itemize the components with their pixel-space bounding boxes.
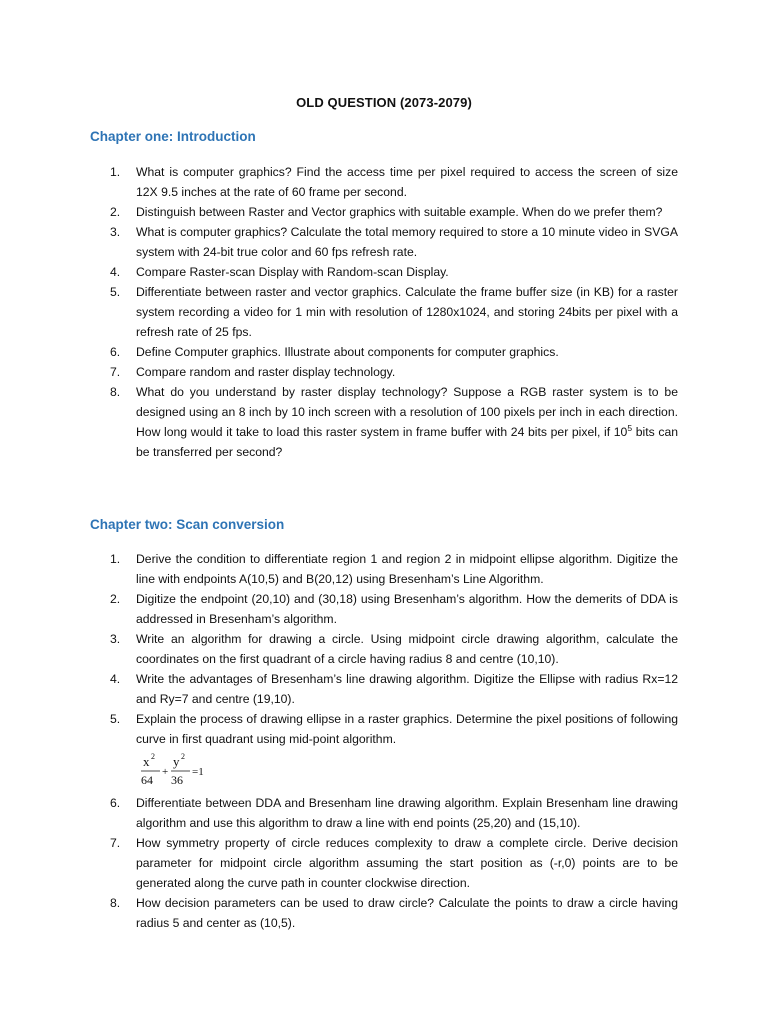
question-text: How symmetry property of circle reduces complexity to draw a complete circle. Derive decision parameter for midpoint circle algorithm assuming the start position as (-r,0) points are to be generated along the curve path in counter clockwise direction. [136, 836, 678, 890]
question-item [110, 362, 678, 382]
question-text: Compare random and raster display technology. [136, 365, 396, 379]
question-item [110, 342, 678, 362]
question-item [110, 893, 678, 933]
formula-y-variable: y [173, 754, 180, 769]
formula-y-exponent: 2 [181, 752, 185, 761]
question-number: 3. [110, 225, 121, 239]
question-number: 1. [110, 165, 121, 179]
question-number: 8. [110, 385, 121, 399]
question-text: Explain the process of drawing ellipse in a raster graphics. Determine the pixel positions of following curve in first quadrant using mid-point algorithm. [136, 712, 678, 746]
question-text [136, 385, 678, 459]
question-item [110, 549, 678, 589]
question-number: 7. [110, 365, 121, 379]
question-number: 7. [110, 836, 121, 850]
question-number: 1. [110, 552, 121, 566]
question-item [110, 282, 678, 342]
question-text: Compare Raster-scan Display with Random-scan Display. [136, 265, 449, 279]
question-text: Differentiate between DDA and Bresenham line drawing algorithm. Explain Bresenham line drawing algorithm and use this algorithm to draw a line with end points (25,20) and (15,10). [136, 796, 678, 830]
question-item [110, 589, 678, 629]
question-text: Digitize the endpoint (20,10) and (30,18) using Bresenham’s algorithm. How the demerits of DDA is addressed in Bresenham’s algorithm. [136, 592, 678, 626]
question-item [110, 202, 678, 222]
question-number: 2. [110, 592, 121, 606]
question-number: 5. [110, 712, 121, 726]
question-text-part: What do you understand by raster display technology? Suppose a RGB raster system is to be designed using an 8 inch by 10 inch screen with a resolution of 100 pixels per inch in each direction. How long would it take to load this raster system in frame buffer with 24 bits per pixel, if 10 [136, 385, 678, 439]
question-item [110, 793, 678, 833]
chapter-one-heading: Chapter one: Introduction [90, 129, 256, 144]
question-item [110, 222, 678, 262]
formula-x-exponent: 2 [151, 752, 155, 761]
exponent: 5 [627, 423, 633, 433]
question-number: 6. [110, 345, 121, 359]
chapter-two-heading: Chapter two: Scan conversion [90, 517, 285, 532]
question-item [110, 669, 678, 709]
formula-plus-sign: + [162, 766, 169, 778]
question-text: Define Computer graphics. Illustrate about components for computer graphics. [136, 345, 559, 359]
chapter-one-question-list [110, 162, 678, 462]
question-number: 5. [110, 285, 121, 299]
formula-x-denominator: 64 [141, 773, 153, 787]
formula-x-variable: x [143, 754, 150, 769]
question-item [110, 709, 678, 791]
question-text: Differentiate between raster and vector graphics. Calculate the frame buffer size (in KB) for a raster system recording a video for 1 min with resolution of 1280x1024, and storing 24bits per pixel with a refresh rate of 25 fps. [136, 285, 678, 339]
question-item [110, 162, 678, 202]
question-text: Write the advantages of Bresenham’s line drawing algorithm. Digitize the Ellipse with radius Rx=12 and Ry=7 and centre (19,10). [136, 672, 678, 706]
question-item [110, 833, 678, 893]
question-number: 6. [110, 796, 121, 810]
question-item [110, 382, 678, 462]
question-text-part: bits can be transferred per second? [136, 425, 678, 459]
question-number: 4. [110, 672, 121, 686]
question-number: 2. [110, 205, 121, 219]
formula-y-denominator: 36 [171, 773, 183, 787]
question-number: 8. [110, 896, 121, 910]
ellipse-equation-formula [140, 751, 220, 791]
question-number: 4. [110, 265, 121, 279]
question-text: What is computer graphics? Calculate the total memory required to store a 10 minute video in SVGA system with 24-bit true color and 60 fps refresh rate. [136, 225, 678, 259]
question-text: Derive the condition to differentiate region 1 and region 2 in midpoint ellipse algorithm. Digitize the line with endpoints A(10,5) and B(20,12) using Bresenham’s Line Algorithm. [136, 552, 678, 586]
document-title: OLD QUESTION (2073-2079) [296, 95, 472, 110]
question-text: What is computer graphics? Find the access time per pixel required to access the screen of size 12X 9.5 inches at the rate of 60 frame per second. [136, 165, 678, 199]
chapter-two-question-list [110, 549, 678, 933]
question-item [110, 629, 678, 669]
question-text: Write an algorithm for drawing a circle. Using midpoint circle drawing algorithm, calculate the coordinates on the first quadrant of a circle having radius 8 and centre (10,10). [136, 632, 678, 666]
question-text: How decision parameters can be used to draw circle? Calculate the points to draw a circle having radius 5 and center as (10,5). [136, 896, 678, 930]
question-item [110, 262, 678, 282]
question-text: Distinguish between Raster and Vector graphics with suitable example. When do we prefer them? [136, 205, 663, 219]
question-number: 3. [110, 632, 121, 646]
formula-equals-one: =1 [192, 766, 204, 778]
